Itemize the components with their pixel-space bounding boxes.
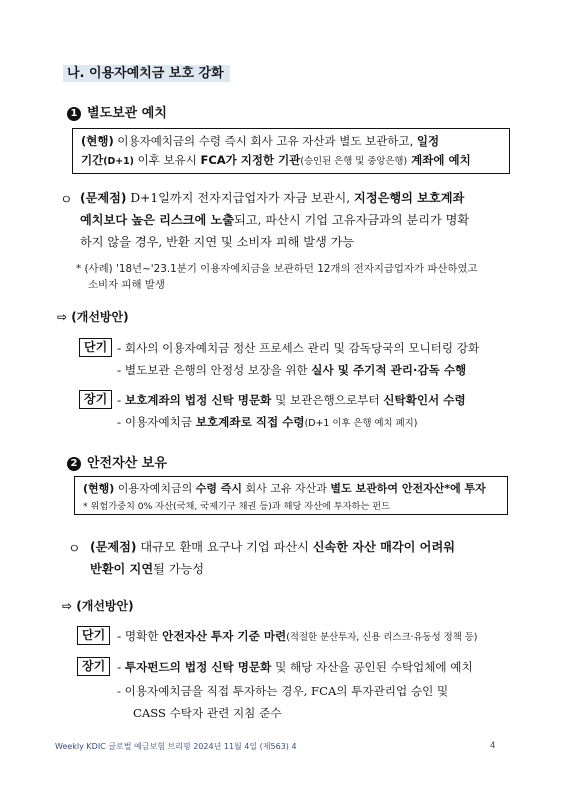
problem-1-line2: 예치보다 높은 리스크에 노출되고, 파산시 기업 고유자금과의 분리가 명확 bbox=[80, 213, 470, 227]
footer-page-number: 4 bbox=[490, 741, 496, 751]
problem-1-line3: 하지 않을 경우, 반환 지연 및 소비자 피해 발생 가능 bbox=[80, 235, 355, 249]
case-note-line1: * (사례) '18년~'23.1분기 이용자예치금을 보관하던 12개의 전자지급업자가 파산하였고 bbox=[76, 263, 478, 275]
long-term-tag-1: 장기 bbox=[79, 390, 112, 409]
number-1-icon: 1 bbox=[67, 107, 81, 121]
short-term-tag-1: 단기 bbox=[79, 338, 112, 357]
number-2-icon: 2 bbox=[67, 457, 81, 471]
long-term-tag-2: 장기 bbox=[77, 657, 110, 676]
subsection-1-title: 1 별도보관 예치 bbox=[67, 102, 167, 121]
problem-2-line1: (문제점) 대규모 환매 요구나 기업 파산시 신속한 자산 매각이 어려워 bbox=[90, 540, 455, 554]
current-box-2 bbox=[74, 476, 508, 515]
current-box-1 bbox=[72, 128, 510, 174]
current-box-1-line1: (현행) 이용자예치금의 수령 즉시 회사 고유 자산과 별도 보관하고, 일정 bbox=[81, 134, 440, 148]
short-term-1-line2: - 별도보관 은행의 안정성 보장을 위한 실사 및 주기적 관리·감독 수행 bbox=[117, 363, 467, 377]
short-term-2-line1: - 명확한 안전자산 투자 기준 마련(적절한 분산투자, 신용 리스크·유동성 정책 등) bbox=[117, 629, 478, 643]
section-title bbox=[63, 62, 230, 81]
case-note-line2: 소비자 피해 발생 bbox=[88, 279, 165, 291]
long-term-2-line3: CASS 수탁자 관련 지침 준수 bbox=[133, 706, 282, 720]
long-term-1-line2: - 이용자예치금 보호계좌로 직접 수령(D+1 이후 은행 예치 폐지) bbox=[117, 415, 418, 429]
arrow-right-icon: ⇨ bbox=[62, 599, 73, 613]
current-box-1-line2: 기간(D+1) 이후 보유시 FCA가 지정한 기관(승인된 은행 및 중앙은행) 계좌에 예치 bbox=[81, 153, 471, 167]
problem-2-bullet: ㅇ bbox=[68, 542, 81, 557]
problem-1-line1: (문제점) D+1일까지 전자지급업자가 자금 보관시, 지정은행의 보호계좌 bbox=[80, 191, 465, 205]
footer-publication: Weekly KDIC 글로벌 예금보험 브리핑 2024년 11월 4일 (제563) 4 bbox=[55, 742, 297, 751]
subsection-2-title: 2 안전자산 보유 bbox=[67, 452, 167, 471]
short-term-1-line1: - 회사의 이용자예치금 정산 프로세스 관리 및 감독당국의 모니터링 강화 bbox=[117, 341, 480, 355]
section-title-text: 나. 이용자예치금 보호 강화 bbox=[63, 65, 230, 82]
short-term-tag-2: 단기 bbox=[77, 626, 110, 645]
arrow-right-icon: ⇨ bbox=[57, 310, 68, 324]
long-term-1-line1: - 보호계좌의 법정 신탁 명문화 및 보관은행으로부터 신탁확인서 수령 bbox=[117, 393, 466, 407]
problem-2-line2: 반환이 지연될 가능성 bbox=[90, 562, 205, 576]
current-box-2-line2: * 위험가중치 0% 자산(국채, 국제기구 채권 등)과 해당 자산에 투자하는 펀드 bbox=[83, 501, 390, 512]
improvement-2-heading: ⇨ (개선방안) bbox=[62, 599, 134, 613]
current-box-2-line1: (현행) 이용자예치금의 수령 즉시 회사 고유 자산과 별도 보관하여 안전자산*에 투자 bbox=[83, 482, 486, 495]
long-term-2-line1: - 투자펀드의 법정 신탁 명문화 및 해당 자산을 공인된 수탁업체에 예치 bbox=[117, 660, 473, 674]
long-term-2-line2: - 이용자예치금을 직접 투자하는 경우, FCA의 투자관리업 승인 및 bbox=[117, 684, 449, 698]
improvement-1-heading: ⇨ (개선방안) bbox=[57, 310, 129, 324]
problem-1-bullet: ㅇ bbox=[60, 193, 73, 208]
